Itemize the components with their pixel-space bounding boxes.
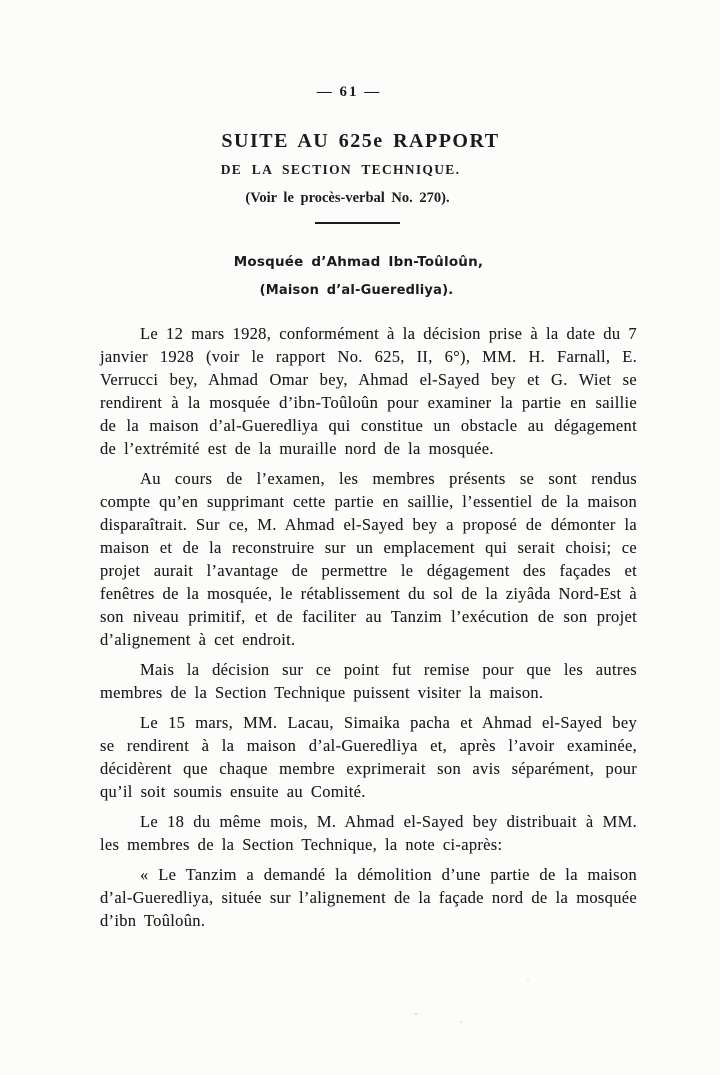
report-reference: (Voir le procès-verbal No. 270). <box>245 190 450 206</box>
paragraph: Au cours de l’examen, les membres présents se sont rendus compte qu’en supprimant cette partie en saillie, l’essentiel de la maison disparaîtrait. Sur ce, M. Ahmad el-Sayed bey a proposé de démonter la maison et de la reconstruire sur un emplacement qui serait choisi; ce projet aurait l’avantage de permettre le dégagement des façades et fenêtres de la mosquée, le rétablissement du sol de la ziyâda Nord-Est à son niveau primitif, et de faciliter au Tanzim l’exécution de son projet d’alignement à cet endroit. <box>100 469 637 649</box>
section-heading: Mosquée d’Ahmad Ibn-Toûloûn, <box>233 254 484 270</box>
report-title: SUITE AU 625e RAPPORT <box>221 130 500 152</box>
scan-noise-speck <box>460 1021 462 1023</box>
report-subtitle: DE LA SECTION TECHNIQUE. <box>220 162 461 177</box>
paragraph: Le 15 mars, MM. Lacau, Simaika pacha et Ahmad el-Sayed bey se rendirent à la maison d’al-Gueredliya et, après l’avoir examinée, décidèrent que chaque membre exprimerait son avis séparément, pour qu’il soit soumis ensuite au Comité. <box>100 713 637 801</box>
section-subheading: (Maison d’al-Gueredliya). <box>259 283 454 298</box>
paragraph: Le 18 du même mois, M. Ahmad el-Sayed bey distribuait à MM. les membres de la Section Technique, la note ci-après: <box>100 812 637 854</box>
section-divider <box>315 222 400 224</box>
paragraph: Mais la décision sur ce point fut remise pour que les autres membres de la Section Technique puissent visiter la maison. <box>100 660 637 702</box>
scan-noise-speck <box>527 978 529 980</box>
scan-noise-speck <box>415 1013 417 1015</box>
page-number: — 61 — <box>316 84 382 100</box>
paragraph: Le 12 mars 1928, conformément à la décision prise à la date du 7 janvier 1928 (voir le rapport No. 625, II, 6°), MM. H. Farnall, E. Verrucci bey, Ahmad Omar bey, Ahmad el-Sayed bey et G. Wiet se rendirent à la mosquée d’ibn-Toûloûn pour examiner la partie en saillie de la maison d’al-Gueredliya qui constitue un obstacle au dégagement de l’extrémité est de la muraille nord de la mosquée. <box>100 324 637 458</box>
document-body <box>100 322 637 939</box>
paragraph: « Le Tanzim a demandé la démolition d’une partie de la maison d’al-Gueredliya, située sur l’alignement de la façade nord de la mosquée d’ibn Toûloûn. <box>100 865 637 930</box>
